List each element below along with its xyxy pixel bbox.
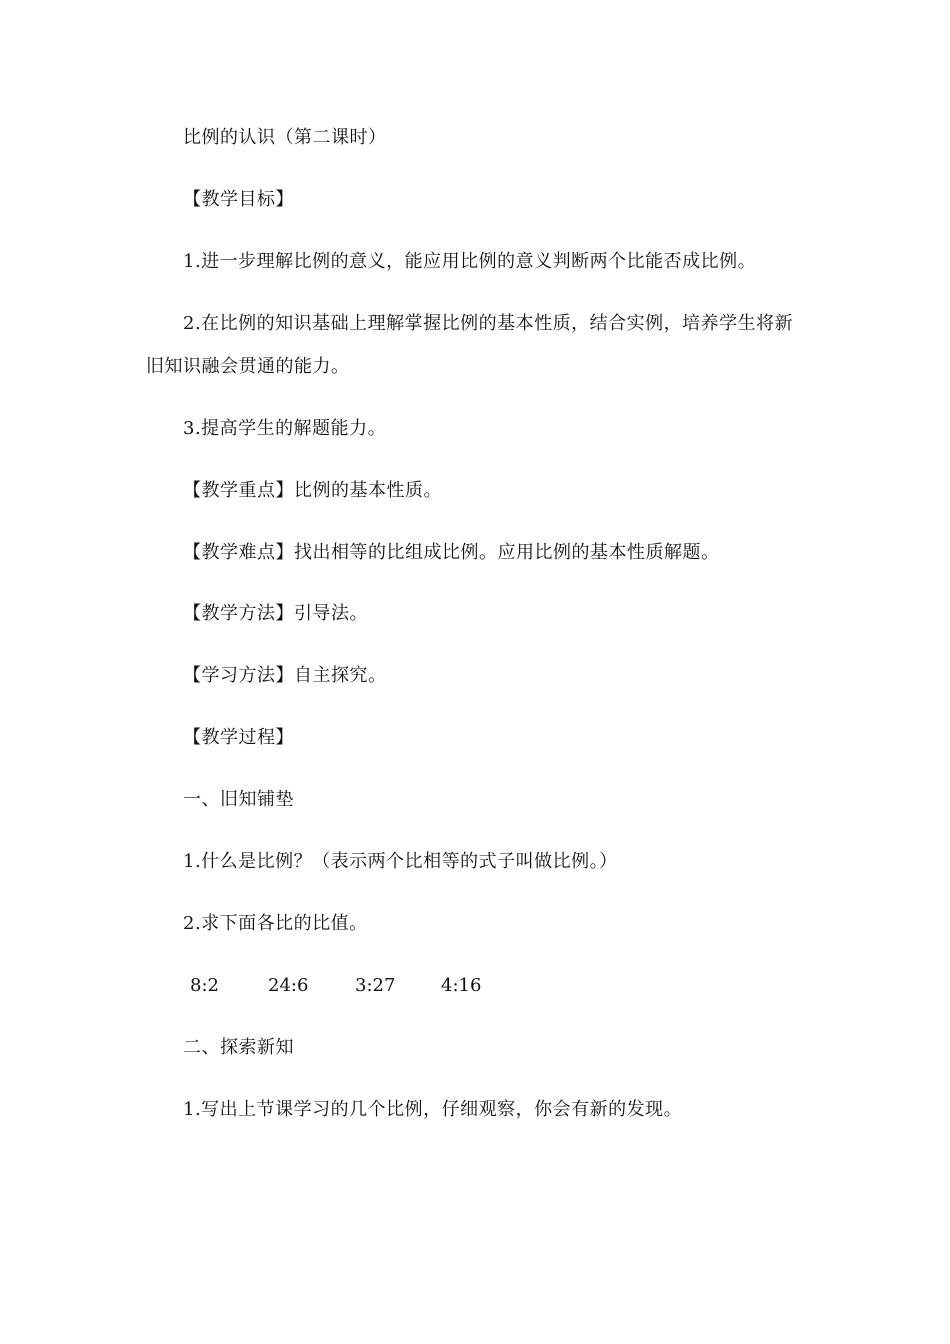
section-1-heading: 一、旧知铺垫 [183, 789, 294, 810]
objective-1: 1.进一步理解比例的意义，能应用比例的意义判断两个比能否成比例。 [183, 251, 757, 272]
objective-2-line-1: 2.在比例的知识基础上理解掌握比例的基本性质，结合实例，培养学生将新 [183, 313, 794, 334]
key-point: 【教学重点】比例的基本性质。 [183, 480, 442, 501]
process-heading: 【教学过程】 [183, 727, 294, 748]
question-1: 1.什么是比例？（表示两个比相等的式子叫做比例。） [183, 851, 618, 872]
difficulty: 【教学难点】找出相等的比组成比例。应用比例的基本性质解题。 [183, 542, 720, 563]
ratio-item: 3:27 [355, 975, 396, 996]
section-2-heading: 二、探索新知 [183, 1037, 294, 1058]
teaching-method: 【教学方法】引导法。 [183, 603, 368, 624]
objectives-heading: 【教学目标】 [183, 189, 294, 210]
document-title: 比例的认识（第二课时） [183, 127, 387, 148]
question-2: 2.求下面各比的比值。 [183, 913, 368, 934]
learning-method: 【学习方法】自主探究。 [183, 665, 387, 686]
ratio-item: 24:6 [268, 975, 309, 996]
objective-2-line-2: 旧知识融会贯通的能力。 [146, 356, 350, 377]
explore-1: 1.写出上节课学习的几个比例，仔细观察，你会有新的发现。 [183, 1099, 683, 1120]
objective-3: 3.提高学生的解题能力。 [183, 418, 387, 439]
ratio-item: 4:16 [441, 975, 482, 996]
ratio-item: 8:2 [190, 975, 219, 996]
